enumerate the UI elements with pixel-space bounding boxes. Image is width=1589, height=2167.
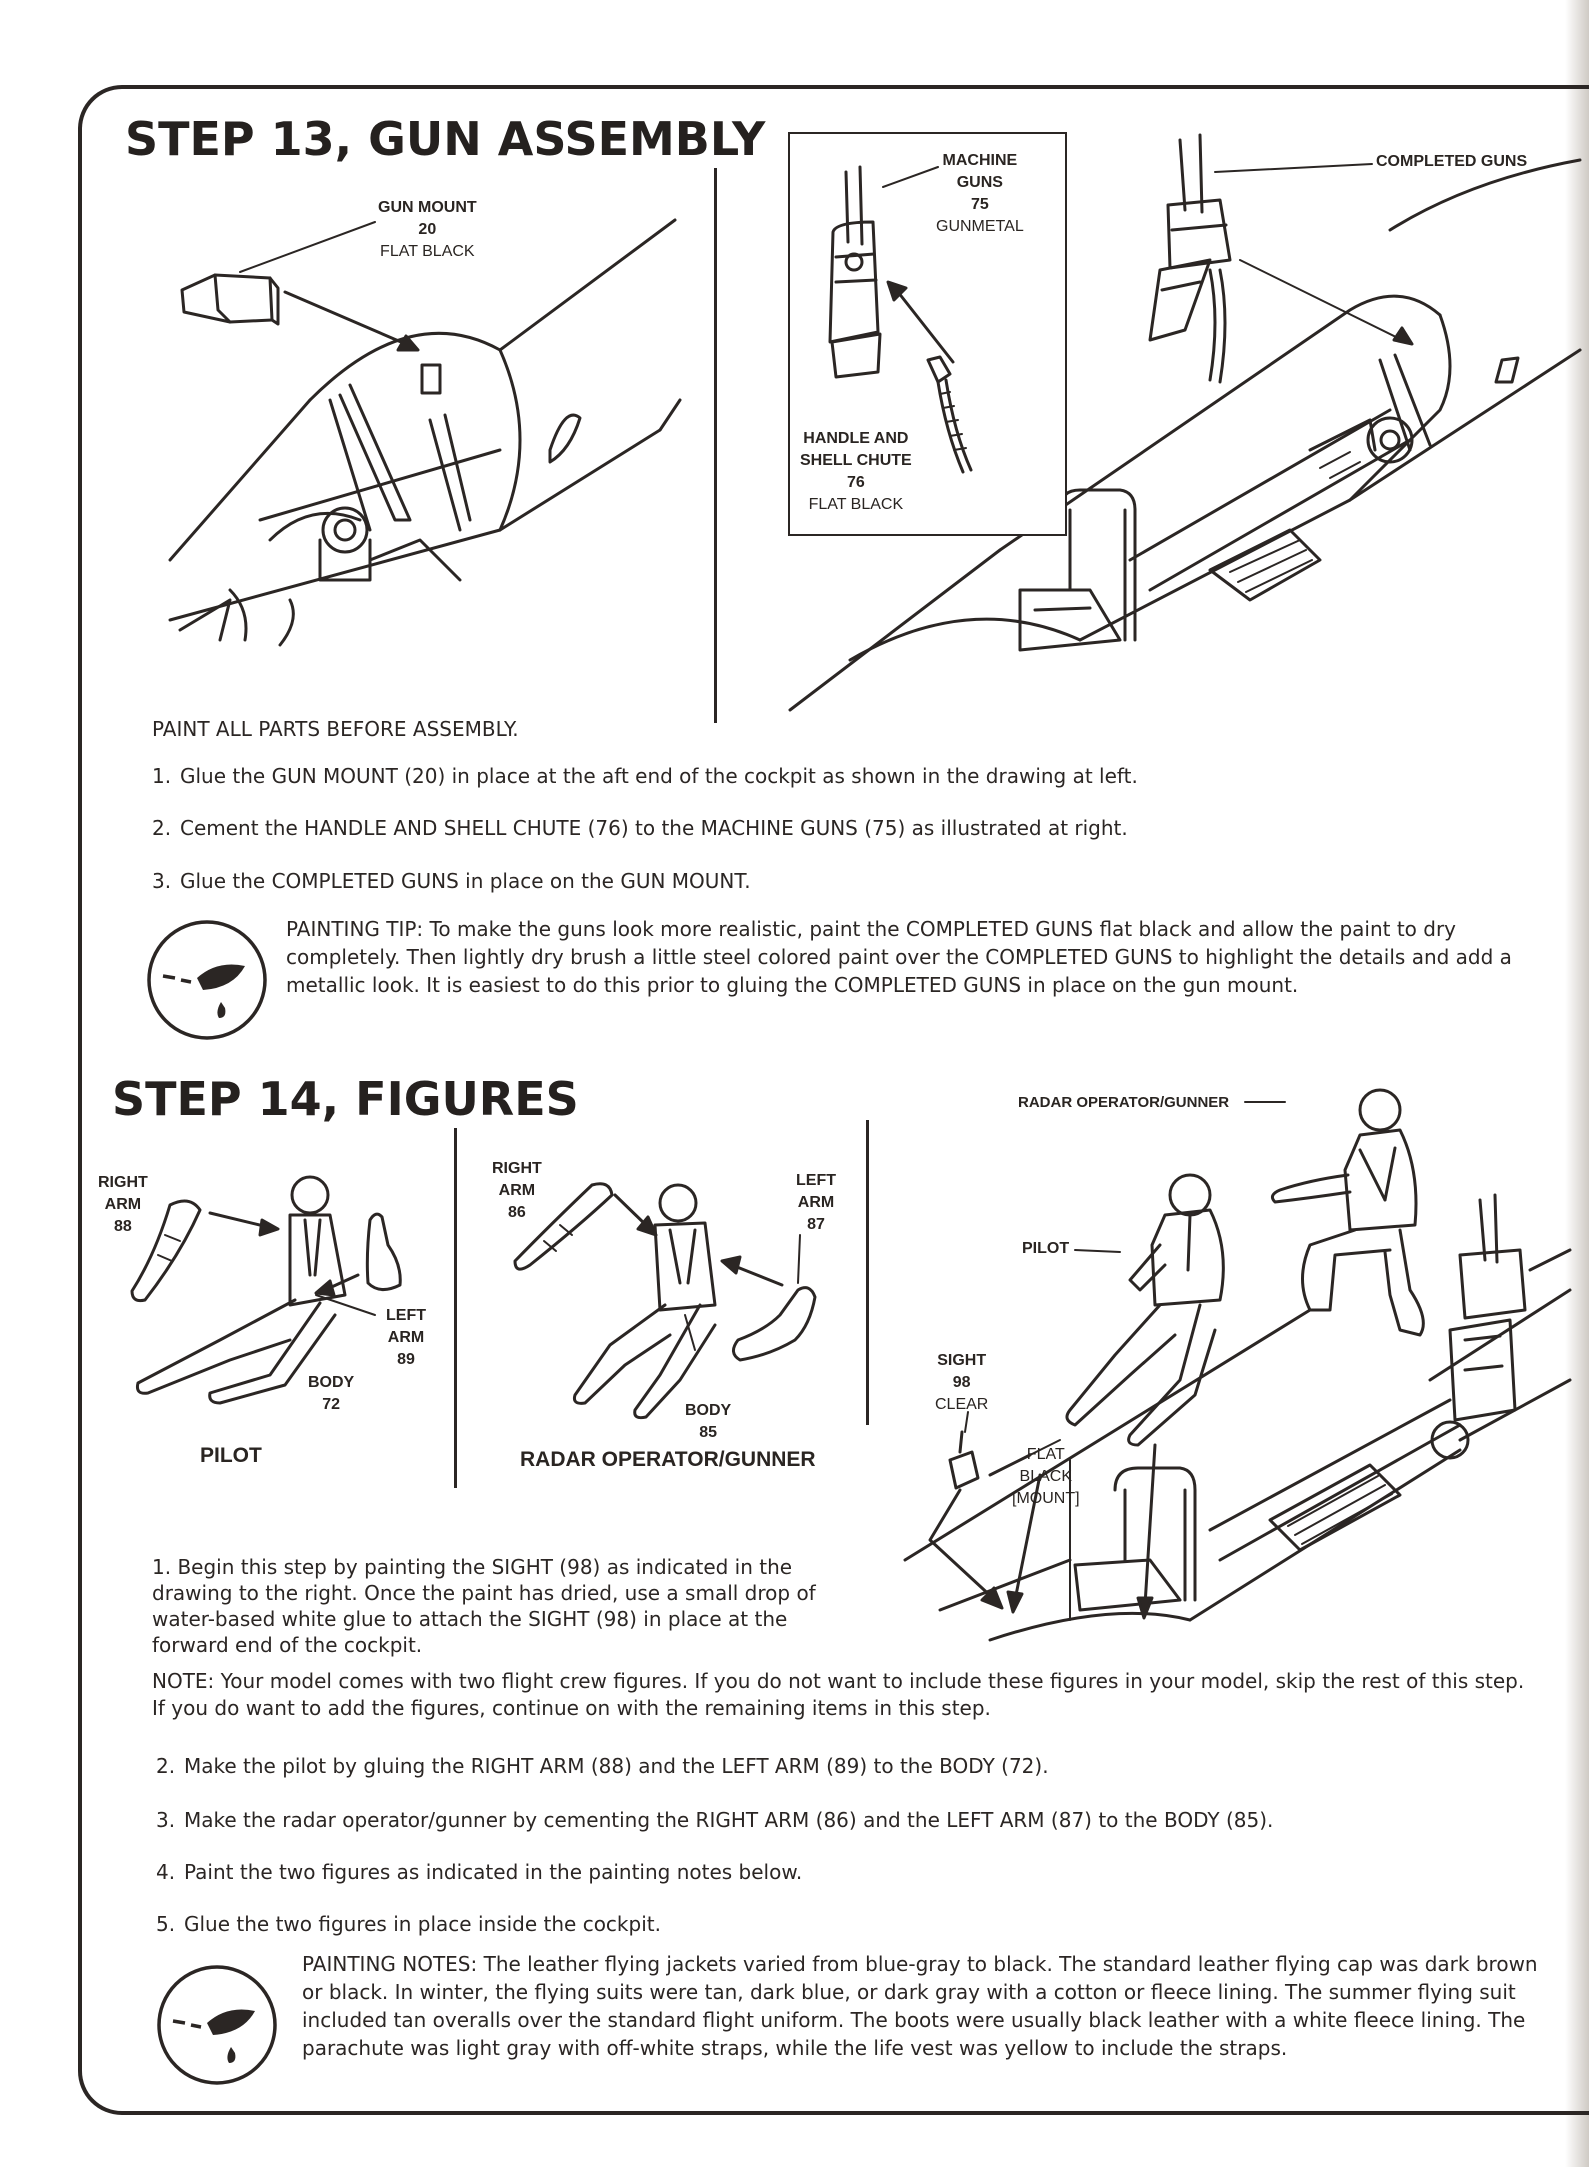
- label-line: ARM: [387, 1329, 425, 1346]
- pilot-caption: PILOT: [200, 1444, 262, 1467]
- instruction-text: Glue the GUN MOUNT (20) in place at the aft end of the cockpit as shown in the drawing at left.: [180, 764, 1138, 788]
- label-line: LEFT: [386, 1307, 426, 1324]
- radar-operator-label: RADAR OPERATOR/GUNNER: [1018, 1094, 1230, 1111]
- label-number: 89: [397, 1351, 415, 1368]
- label-number: 86: [507, 1204, 526, 1221]
- label-color: CLEAR: [935, 1396, 989, 1413]
- machine-guns-color: GUNMETAL: [936, 218, 1024, 235]
- painting-tip: PAINTING TIP: To make the guns look more realistic, paint the COMPLETED GUNS flat black and allow the paint to dry completely. Then lightly dry brush a little steel colored paint over the COMPLETED GUNS to highlight the details and add a metallic look. It is easiest to do this prior to gluing the COMPLETED GUNS in place on the gun mount.: [286, 917, 1512, 997]
- instruction-text: Make the radar operator/gunner by cementing the RIGHT ARM (86) and the LEFT ARM (87) to the BODY (85).: [184, 1808, 1274, 1832]
- label-number: 98: [952, 1374, 971, 1391]
- step-14-divider-2: [866, 1120, 869, 1425]
- label-number: 88: [113, 1218, 132, 1235]
- pilot-label: PILOT: [1022, 1240, 1070, 1257]
- step-14-heading: STEP 14, FIGURES: [112, 1072, 579, 1126]
- step-14-instruction-5: [156, 1911, 1536, 1938]
- handle-color: FLAT BLACK: [808, 496, 904, 513]
- instruction-number: 2.: [152, 816, 172, 840]
- step-14-instruction-4: [156, 1859, 1536, 1886]
- instruction-text: Paint the two figures as indicated in the painting notes below.: [184, 1860, 803, 1884]
- gun-mount-drawing: [170, 200, 690, 660]
- instruction-text: Cement the HANDLE AND SHELL CHUTE (76) to the MACHINE GUNS (75) as illustrated at right.: [180, 816, 1128, 840]
- painting-notes: PAINTING NOTES: The leather flying jackets varied from blue-gray to black. The standard leather flying cap was dark brown or black. In winter, the flying suits were tan, dark blue, or dark gray with a cotton or fleece lining. The summer flying suit included tan overalls over the standard flight uniform. The boots were usually black leather with a white fleece lining. The parachute was light gray with off-white straps, while the life vest was yellow to include the straps.: [302, 1952, 1538, 2060]
- figures-cockpit-drawing: [890, 1080, 1570, 1670]
- label-number: 85: [699, 1424, 718, 1441]
- instruction-number: 2.: [156, 1754, 176, 1778]
- paint-all-note: PAINT ALL PARTS BEFORE ASSEMBLY.: [152, 717, 519, 741]
- machine-guns-number: 75: [970, 196, 989, 213]
- instruction-text: Glue the COMPLETED GUNS in place on the GUN MOUNT.: [180, 869, 751, 893]
- instruction-number: 4.: [156, 1860, 176, 1884]
- label-number: 72: [322, 1396, 341, 1413]
- gunner-caption: RADAR OPERATOR/GUNNER: [520, 1448, 816, 1471]
- gun-mount-number: 20: [418, 221, 437, 238]
- pilot-right-arm-label: [98, 1172, 148, 1238]
- completed-guns-label: COMPLETED GUNS: [1376, 153, 1528, 170]
- instruction-text: Glue the two figures in place inside the cockpit.: [184, 1912, 661, 1936]
- step-13-divider: [714, 168, 717, 723]
- label-line: [MOUNT]: [1012, 1490, 1080, 1507]
- handle-name2: SHELL CHUTE: [800, 452, 912, 469]
- instruction-number: 3.: [156, 1808, 176, 1832]
- step-13-instruction-1: [152, 763, 1532, 790]
- gunner-left-arm-label: [796, 1170, 836, 1236]
- label-number: 87: [807, 1216, 825, 1233]
- step-14-note: NOTE: Your model comes with two flight crew figures. If you do not want to include these figures in your model, skip the rest of this step. If you do want to add the figures, continue on with the remaining items in this step.: [152, 1669, 1525, 1720]
- handle-shell-chute-label: [800, 428, 912, 516]
- gunner-right-arm-label: [492, 1158, 542, 1224]
- machine-guns-label: [936, 150, 1024, 238]
- label-line: SIGHT: [937, 1352, 987, 1369]
- paint-brush-icon: [155, 1963, 280, 2088]
- machine-guns-name1: MACHINE: [942, 152, 1018, 169]
- sight-label: [935, 1350, 988, 1416]
- label-line: ARM: [104, 1196, 142, 1213]
- gun-mount-color: FLAT BLACK: [380, 243, 475, 260]
- pilot-left-arm-label: [386, 1305, 426, 1371]
- gun-mount-name: GUN MOUNT: [378, 199, 477, 216]
- label-line: BODY: [685, 1402, 732, 1419]
- instruction-number: 3.: [152, 869, 172, 893]
- paint-brush-icon: [145, 918, 270, 1043]
- instruction-number: 5.: [156, 1912, 176, 1936]
- label-line: BLACK: [1019, 1468, 1072, 1485]
- step-14-instruction-3: [156, 1807, 1536, 1834]
- label-line: ARM: [498, 1182, 536, 1199]
- gun-mount-label: [378, 197, 477, 263]
- mount-label: [1012, 1444, 1080, 1510]
- gunner-parts-drawing: [500, 1165, 840, 1425]
- label-line: FLAT: [1026, 1446, 1065, 1463]
- gunner-body-label: [685, 1400, 731, 1444]
- handle-name1: HANDLE AND: [803, 430, 909, 447]
- pilot-body-label: [308, 1372, 354, 1416]
- step-13-instruction-2: [152, 815, 1532, 842]
- instruction-text: Make the pilot by gluing the RIGHT ARM (88) and the LEFT ARM (89) to the BODY (72).: [184, 1754, 1049, 1778]
- label-line: LEFT: [796, 1172, 836, 1189]
- step-14-instruction-2: [156, 1753, 1536, 1780]
- label-line: RIGHT: [98, 1174, 148, 1191]
- step-13-instruction-3: [152, 868, 1532, 895]
- label-line: ARM: [797, 1194, 835, 1211]
- machine-guns-name2: GUNS: [956, 174, 1003, 191]
- label-line: RIGHT: [492, 1160, 542, 1177]
- handle-number: 76: [846, 474, 865, 491]
- step-14-instruction-1: 1. Begin this step by painting the SIGHT (98) as indicated in the drawing to the right. Once the paint has dried, use a small drop of water-based white glue to attach the SIGHT (98) in place at the forward end of the cockpit.: [152, 1555, 816, 1657]
- step-13-heading: STEP 13, GUN ASSEMBLY: [125, 112, 766, 166]
- instruction-number: 1.: [152, 764, 172, 788]
- step-14-divider-1: [454, 1128, 457, 1488]
- label-line: BODY: [308, 1374, 355, 1391]
